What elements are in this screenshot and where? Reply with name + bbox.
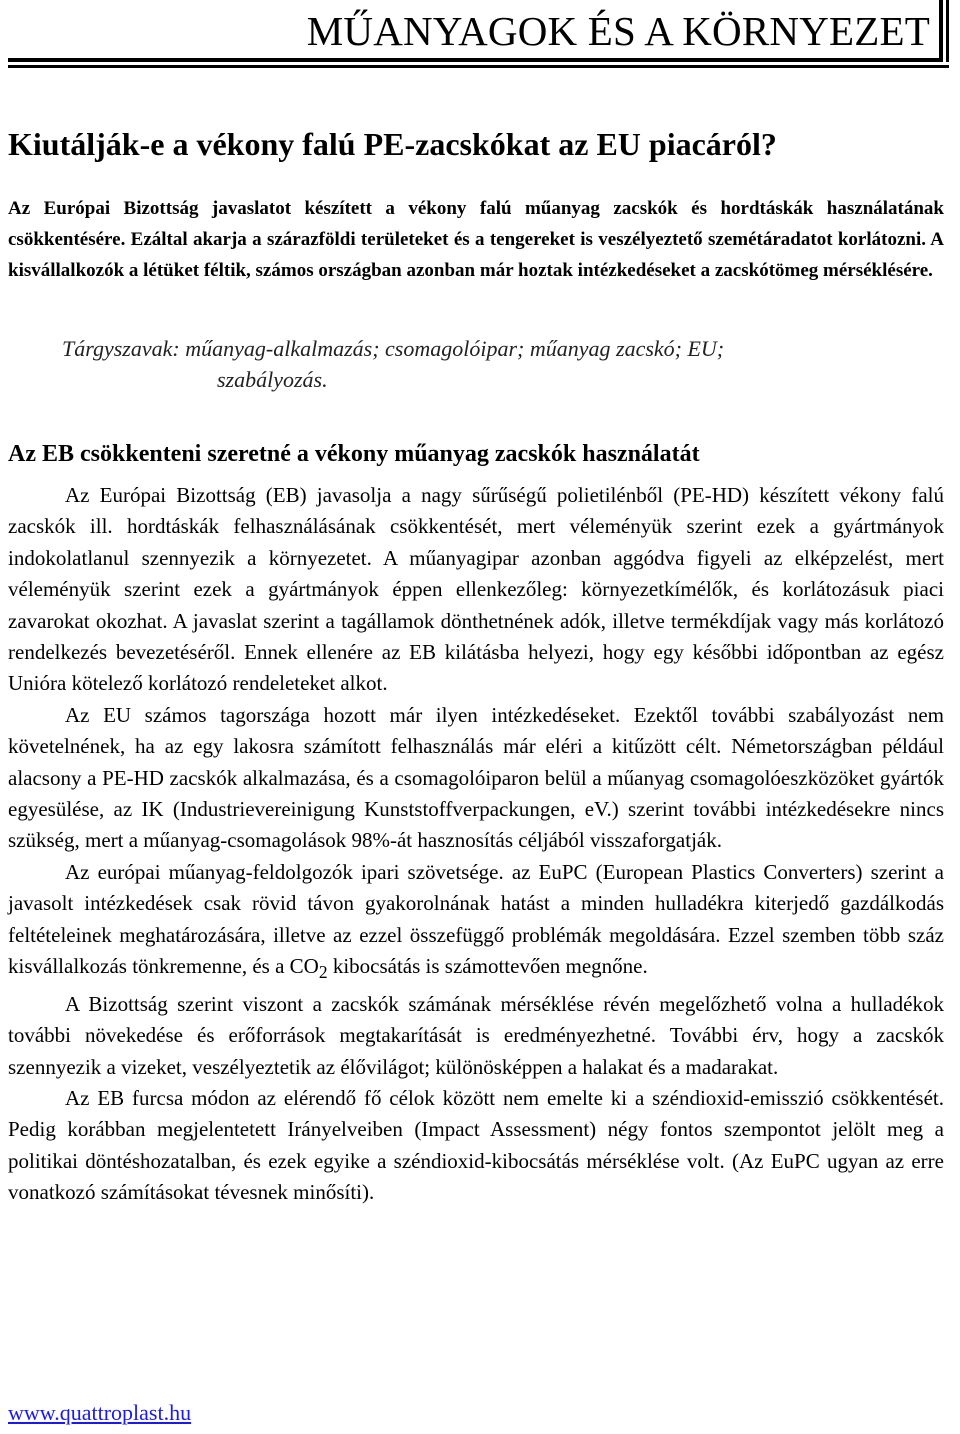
header-rule-horizontal [8, 65, 949, 68]
article-abstract: Az Európai Bizottság javaslatot készített a vékony falú műanyag zacskók és hordtáskák használatának csökkentésére. Ezáltal akarja a szárazföldi területeket és a tengereket is veszélyeztető szemétáradatot korlátozni. A kisvállalkozók a létüket féltik, számos országban azonban már hoztak intézkedéseket a zacskótömeg mérséklésére. [8, 198, 944, 281]
body-paragraph: A Bizottság szerint viszont a zacskók számának mérséklése révén megelőzhető volna a hulladékok további növekedése és erőforrások megtakarítását is eredményezhetné. További érv, hogy a zacskók szennyezik a vizeket, veszélyeztetik az élővilágot; különösképpen a halakat és a madarakat. [8, 991, 944, 1079]
paragraph-text: Az európai műanyag-feldolgozók ipari szövetsége. az EuPC (European Plastics Converters) szerint a javasolt intézkedések csak rövid távon gyakorolnának hatást a minden hulladékra kiterjedő gazdálkodás feltételeinek meghatározására, illetve az ezzel összefüggő problémák megoldására. Ezzel szemben több száz kisvállalkozás tönkremenne, és a CO [8, 859, 944, 979]
keywords [62, 333, 902, 395]
header-rule-horizontal [8, 58, 943, 62]
body-paragraph: Az Európai Bizottság (EB) javasolja a nagy sűrűségű polietilénből (PE-HD) készített vékony falú zacskók ill. hordtáskák felhasználásának csökkentését, mert véleményük szerint ezek a gyártmányok indokolatlanul szennyezik a környezetet. A műanyagipar azonban aggódva figyeli az elképzelést, mert véleményük szerint ezek a gyártmányok éppen ellenkezőleg: környezetkímélők, és korlátozásuk piaci zavarokat okozhat. A javaslat szerint a tagállamok dönthetnének adók, illetve termékdíjak vagy más korlátozó rendelkezés bevezetéséről. Ennek ellenére az EB kilátásba helyezi, hogy egy későbbi időpontban az egész Unióra kötelező korlátozó rendeleteket alkot. [8, 483, 944, 696]
header-rule-vertical [946, 0, 949, 62]
header-rule-vertical [939, 0, 943, 62]
body-paragraph: Az EB furcsa módon az elérendő fő célok között nem emelte ki a széndioxid-emisszió csökkentését. Pedig korábban megjelentetett Irányelveiben (Impact Assessment) négy fontos szempontot jelölt meg a politikai döntéshozatalban, és ezek egyike a széndioxid-kibocsátás mérséklése volt. (Az EuPC ugyan az erre vonatkozó számításokat tévesnek minősíti). [8, 1085, 944, 1205]
article-body [8, 480, 944, 1209]
paragraph-text: kibocsátás is számottevően megnőne. [327, 954, 648, 979]
subscript: 2 [318, 962, 328, 983]
keywords-line: Tárgyszavak: műanyag-alkalmazás; csomagolóipar; műanyag zacskó; EU; [62, 336, 725, 361]
header-title: MŰANYAGOK ÉS A KÖRNYEZET [306, 8, 930, 54]
page-header [0, 0, 960, 70]
keywords-line: szabályozás. [217, 367, 328, 392]
article-title: Kiutálják-e a vékony falú PE-zacskókat az EU piacáról? [8, 126, 777, 162]
website-link[interactable]: www.quattroplast.hu [8, 1400, 192, 1425]
body-paragraph [8, 857, 944, 989]
body-paragraph: Az EU számos tagországa hozott már ilyen intézkedéseket. Ezektől további szabályozást nem követelnének, ha az egy lakosra számított felhasználás már eléri a kitűzött célt. Németországban például alacsony a PE-HD zacskók alkalmazása, és a csomagolóiparon belül a műanyag csomagolóeszközöket gyártók egyesülése, az IK (Industrievereinigung Kunststoffverpackungen, eV.) szerint további intézkedésekre nincs szükség, mert a műanyag-csomagolások 98%-át hasznosítás céljából visszaforgatják. [8, 702, 944, 853]
section-heading: Az EB csökkenteni szeretné a vékony műanyag zacskók használatát [8, 441, 700, 467]
